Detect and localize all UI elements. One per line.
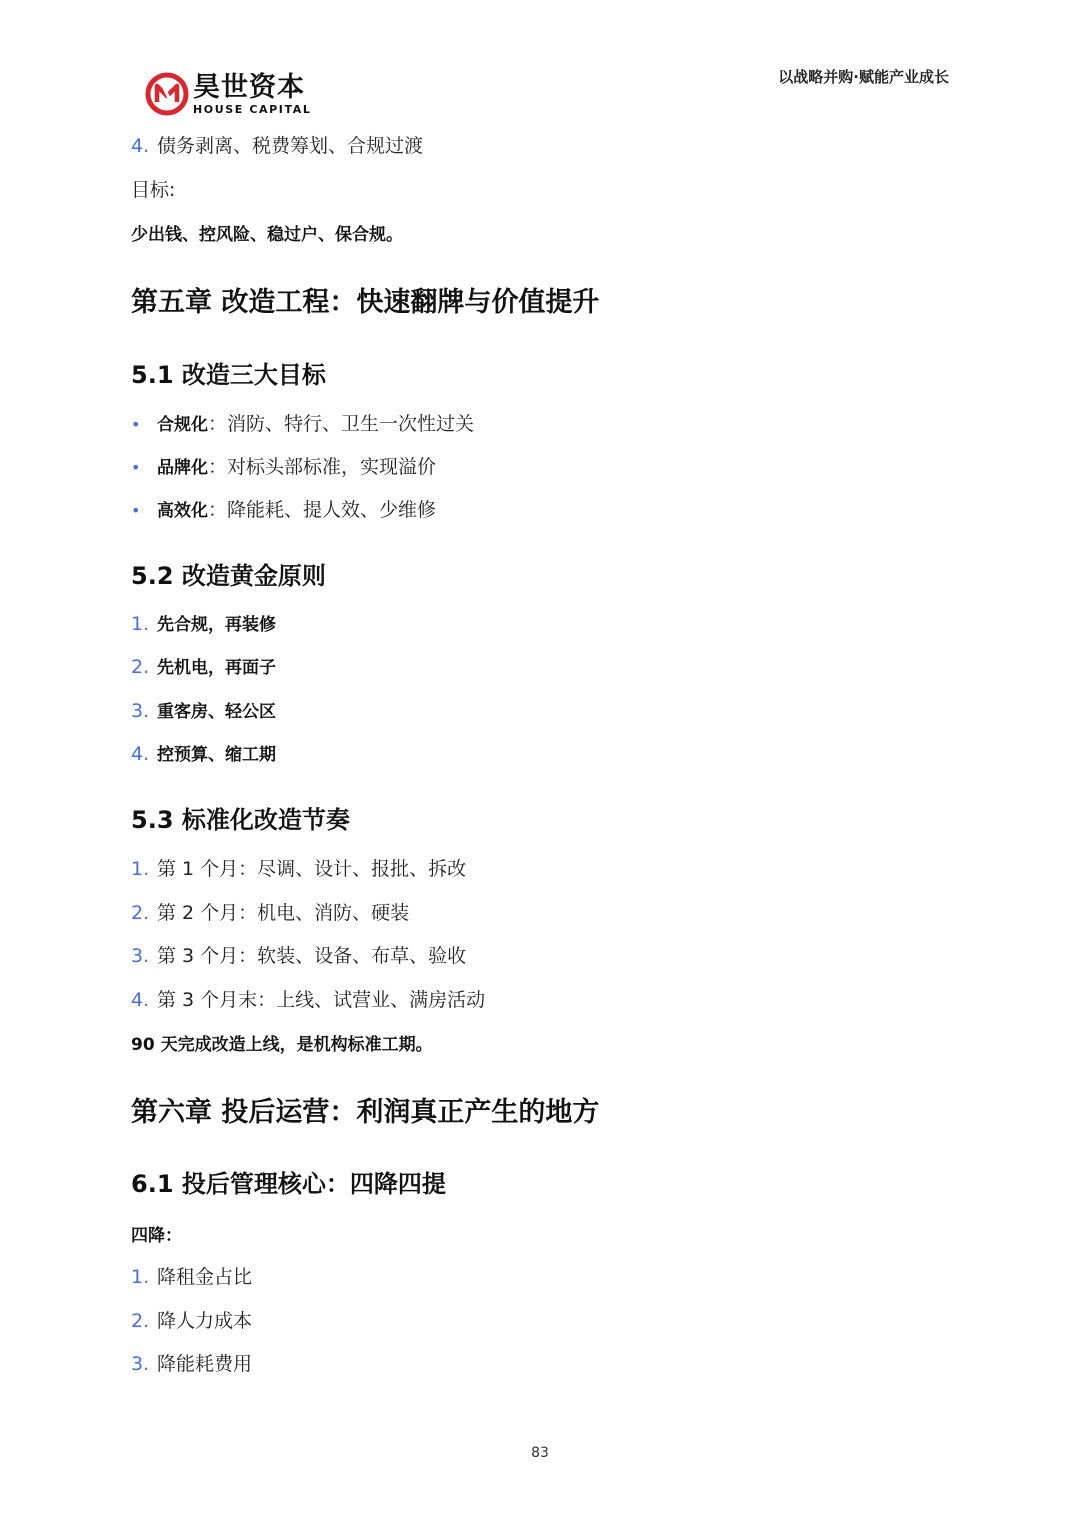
bullet-term: 合规化 xyxy=(157,415,208,435)
list-item xyxy=(131,131,423,158)
list-number: 4. xyxy=(131,989,150,1011)
section-note: 90 天完成改造上线，是机构标准工期。 xyxy=(131,1035,433,1055)
bullet-text: ：对标头部标准，实现溢价 xyxy=(208,456,437,478)
list-item xyxy=(131,898,409,925)
list-number: 4. xyxy=(131,743,150,765)
house-capital-logo-icon xyxy=(145,72,189,116)
list-item xyxy=(131,985,485,1012)
header-slogan: 以战略并购·赋能产业成长 xyxy=(778,68,949,86)
list-number: 3. xyxy=(131,945,150,967)
bullet-icon: • xyxy=(131,501,141,520)
list-number: 1. xyxy=(131,1266,150,1288)
list-number: 3. xyxy=(131,700,150,722)
bullet-term: 品牌化 xyxy=(157,458,208,478)
bullet-item xyxy=(131,409,474,436)
bullet-icon: • xyxy=(131,458,141,477)
list-item-text: 重客房、轻公区 xyxy=(157,702,276,722)
bullet-text: ：降能耗、提人效、少维修 xyxy=(208,499,437,521)
chapter-6-title: 第六章 投后运营：利润真正产生的地方 xyxy=(131,1097,600,1128)
list-number: 4. xyxy=(131,135,150,157)
list-number: 1. xyxy=(131,858,150,880)
goal-label: 目标: xyxy=(131,179,176,201)
list-item xyxy=(131,653,276,678)
list-item-text: 先合规，再装修 xyxy=(157,615,276,635)
list-item xyxy=(131,697,276,722)
list-number: 3. xyxy=(131,1353,150,1375)
page-number: 83 xyxy=(531,1445,549,1461)
logo-cn-text: 昊世资本 xyxy=(193,71,305,103)
list-item-text: 第 2 个月：机电、消防、硬装 xyxy=(157,902,410,924)
list-item xyxy=(131,1262,252,1289)
list-item-text: 第 3 个月：软装、设备、布草、验收 xyxy=(157,945,467,967)
section-5-3-title: 5.3 标准化改造节奏 xyxy=(131,806,350,834)
list-number: 2. xyxy=(131,656,150,678)
list-item xyxy=(131,610,276,635)
list-item-text: 先机电，再面子 xyxy=(157,658,276,678)
section-5-2-title: 5.2 改造黄金原则 xyxy=(131,562,326,590)
list-item xyxy=(131,941,466,968)
list-number: 2. xyxy=(131,902,150,924)
goal-text: 少出钱、控风险、稳过户、保合规。 xyxy=(131,225,403,245)
bullet-term: 高效化 xyxy=(157,501,208,521)
bullet-icon: • xyxy=(131,415,141,434)
section-6-1-title: 6.1 投后管理核心：四降四提 xyxy=(131,1170,446,1198)
list-item-text: 第 3 个月末：上线、试营业、满房活动 xyxy=(157,989,486,1011)
list-item xyxy=(131,1306,252,1333)
subsection-label: 四降： xyxy=(131,1226,182,1246)
bullet-text: ：消防、特行、卫生一次性过关 xyxy=(208,413,475,435)
list-item xyxy=(131,854,466,881)
list-item-text: 降租金占比 xyxy=(157,1266,253,1288)
bullet-item xyxy=(131,452,436,479)
list-number: 2. xyxy=(131,1310,150,1332)
list-item xyxy=(131,740,276,765)
list-item-text: 控预算、缩工期 xyxy=(157,745,276,765)
list-item-text: 降人力成本 xyxy=(157,1310,253,1332)
brand-logo xyxy=(145,70,311,118)
logo-en-text: HOUSE CAPITAL xyxy=(193,102,312,116)
list-item-text: 第 1 个月：尽调、设计、报批、拆改 xyxy=(157,858,467,880)
bullet-item xyxy=(131,495,436,522)
chapter-5-title: 第五章 改造工程：快速翻牌与价值提升 xyxy=(131,287,600,318)
list-item-text: 债务剥离、税费筹划、合规过渡 xyxy=(157,135,424,157)
list-item-text: 降能耗费用 xyxy=(157,1353,253,1375)
list-number: 1. xyxy=(131,613,150,635)
list-item xyxy=(131,1349,252,1376)
section-5-1-title: 5.1 改造三大目标 xyxy=(131,361,326,389)
